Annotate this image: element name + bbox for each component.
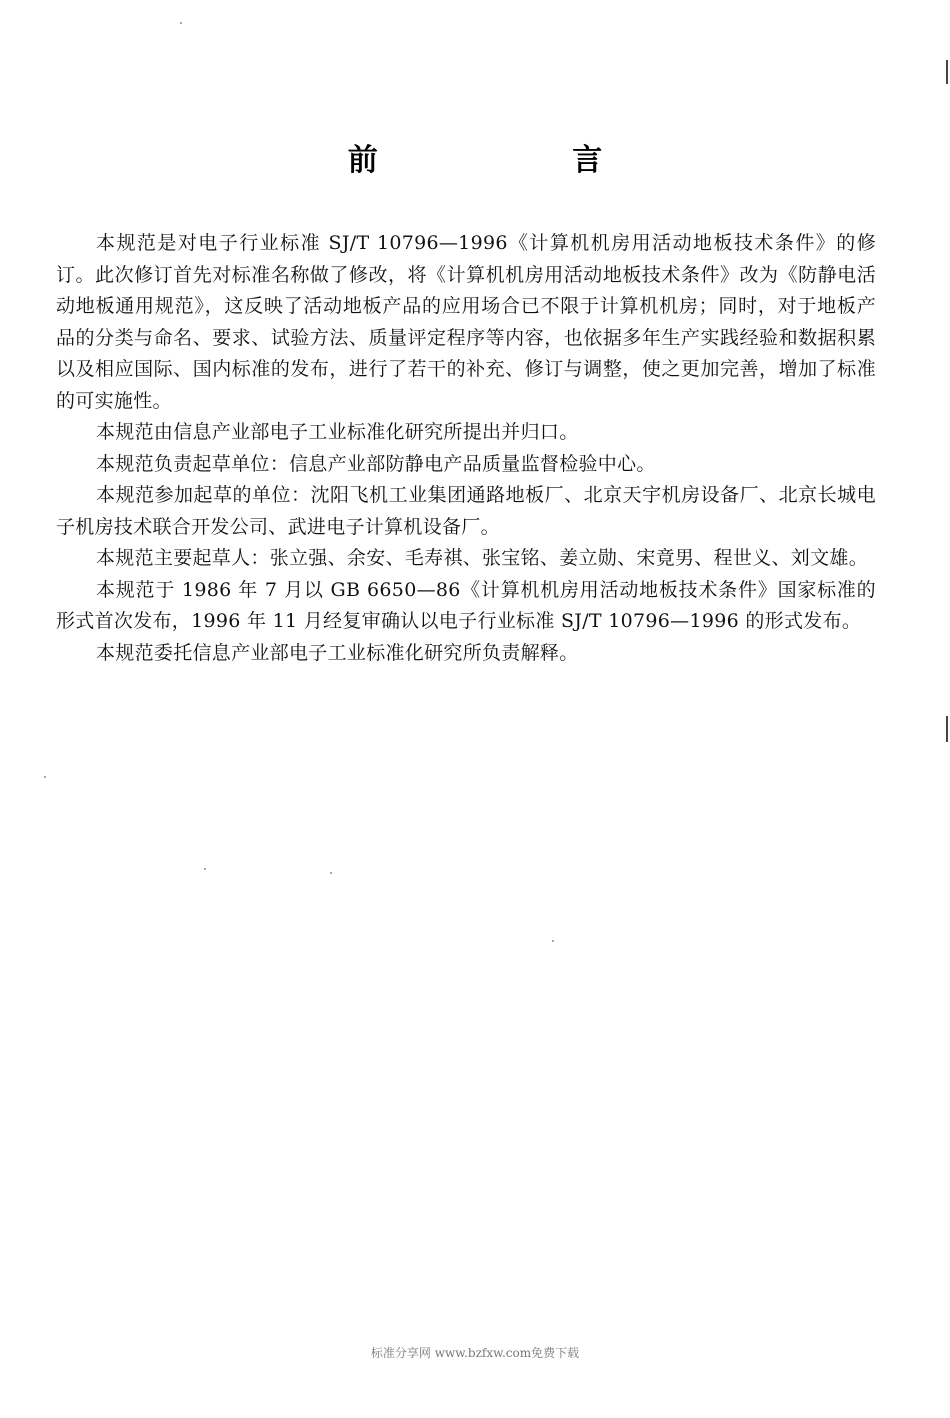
scan-edge-mark bbox=[946, 60, 948, 84]
watermark-footer: 标准分享网 www.bzfxw.com免费下载 bbox=[370, 1346, 580, 1360]
paragraph-responsible-drafter: 本规范负责起草单位：信息产业部防静电产品质量监督检验中心。 bbox=[96, 452, 656, 475]
scan-speck bbox=[330, 872, 332, 874]
scan-edge-mark bbox=[946, 716, 948, 742]
page-title: 前 言 bbox=[347, 143, 695, 178]
scan-speck bbox=[44, 776, 46, 778]
scan-speck bbox=[204, 868, 206, 870]
paragraph-interpretation: 本规范委托信息产业部电子工业标准化研究所负责解释。 bbox=[96, 641, 579, 664]
paragraph-proposer: 本规范由信息产业部电子工业标准化研究所提出并归口。 bbox=[96, 421, 579, 443]
paragraph-main-drafters: 本规范主要起草人：张立强、余安、毛寿祺、张宝铭、姜立勋、宋竟男、程世义、刘文雄。 bbox=[96, 547, 869, 569]
paragraph-participating-units: 本规范参加起草的单位：沈阳飞机工业集团通路地板厂、北京天宇机房设备厂、北京长城电子机房技术联合开发公司、武进电子计算机设备厂。 bbox=[56, 484, 876, 538]
paragraph-publication-history: 本规范于 1986 年 7 月以 GB 6650—86《计算机机房用活动地板技术条件》国家标准的形式首次发布，1996 年 11 月经复审确认以电子行业标准 SJ/T 10796—1996 的形式发布。 bbox=[56, 578, 876, 632]
foreword-body bbox=[56, 228, 876, 669]
paragraph-revision-summary: 本规范是对电子行业标准 SJ/T 10796—1996《计算机机房用活动地板技术条件》的修订。此次修订首先对标准名称做了修改，将《计算机机房用活动地板技术条件》改为《防静电活动地板通用规范》，这反映了活动地板产品的应用场合已不限于计算机机房；同时，对于地板产品的分类与命名、要求、试验方法、质量评定程序等内容，也依据多年生产实践经验和数据积累以及相应国际、国内标准的发布，进行了若干的补充、修订与调整，使之更加完善，增加了标准的可实施性。 bbox=[56, 232, 876, 412]
scan-speck bbox=[552, 940, 554, 942]
scan-speck bbox=[180, 22, 182, 24]
